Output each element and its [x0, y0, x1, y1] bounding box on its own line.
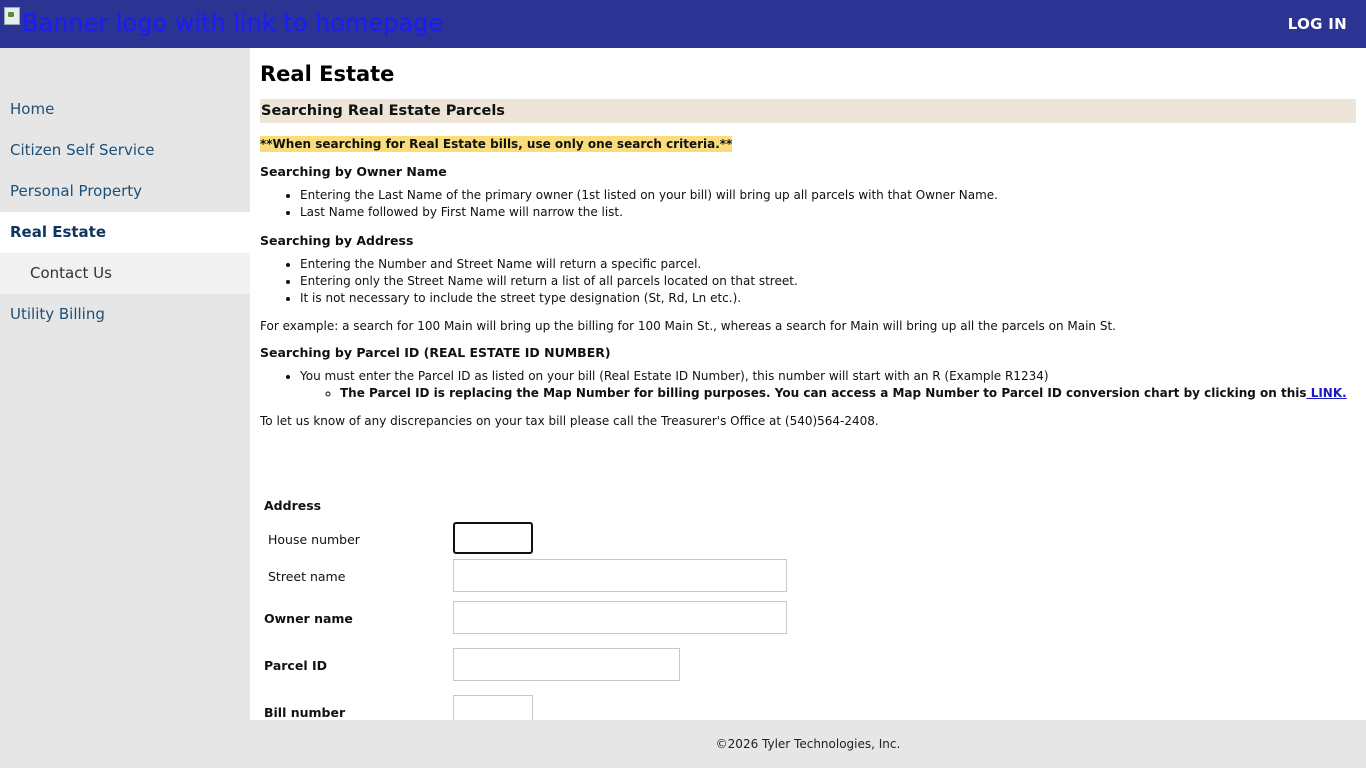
address-heading: Address — [264, 498, 322, 513]
owner-name-input[interactable] — [453, 601, 787, 634]
copyright-text: ©2026 Tyler Technologies, Inc. — [715, 737, 901, 751]
list-item: • Entering the Number and Street Name will return a specific parcel. — [300, 256, 1356, 273]
page-title: Real Estate — [260, 62, 395, 86]
banner-alt-text: Banner logo with link to homepage — [22, 9, 444, 37]
parcel-sub-list — [300, 385, 1356, 402]
list-item — [300, 368, 1356, 402]
sidebar-item-utility-billing[interactable]: Utility Billing — [10, 305, 105, 323]
list-item: • Entering only the Street Name will return a list of all parcels located on that street. — [300, 273, 1356, 290]
sidebar-item-real-estate[interactable]: Real Estate — [0, 212, 250, 253]
login-button[interactable]: LOG IN — [1287, 15, 1347, 33]
parcel-bullet-text: You must enter the Parcel ID as listed on your bill (Real Estate ID Number), this number will start with an R (Example R1234) — [300, 369, 1049, 383]
street-name-label: Street name — [268, 569, 346, 584]
footer — [250, 720, 1366, 768]
sidebar-nav — [0, 89, 250, 335]
top-banner — [0, 0, 1366, 48]
sidebar-item-citizen-self-service[interactable]: Citizen Self Service — [10, 141, 155, 159]
section-heading: Searching Real Estate Parcels — [260, 99, 1356, 123]
sidebar-item-personal-property[interactable]: Personal Property — [10, 182, 143, 200]
parcel-search-heading: Searching by Parcel ID (REAL ESTATE ID NUMBER) — [260, 345, 611, 360]
owner-name-label: Owner name — [264, 611, 353, 626]
house-number-input[interactable] — [453, 522, 533, 554]
street-name-input[interactable] — [453, 559, 787, 592]
bill-number-label: Bill number — [264, 705, 346, 720]
banner-logo-link[interactable] — [4, 5, 443, 41]
sidebar — [0, 48, 250, 768]
parcel-id-input[interactable] — [453, 648, 680, 681]
parcel-sub-bullet-text: The Parcel ID is replacing the Map Number for billing purposes. You can access a Map Number to Parcel ID conversion chart by clicking on this — [340, 386, 1307, 400]
search-notice: **When searching for Real Estate bills, use only one search criteria.** — [260, 137, 733, 151]
list-item: • It is not necessary to include the street type designation (St, Rd, Ln etc.). — [300, 290, 1356, 307]
broken-image-icon — [4, 7, 20, 25]
parcel-id-label: Parcel ID — [264, 658, 327, 673]
address-search-heading: Searching by Address — [260, 233, 414, 248]
instructions — [260, 136, 1356, 428]
main-content — [260, 48, 1356, 720]
list-item: • Entering the Last Name of the primary owner (1st listed on your bill) will bring up all parcels with that Owner Name. — [300, 187, 1356, 204]
owner-search-heading: Searching by Owner Name — [260, 164, 447, 179]
owner-search-list — [260, 187, 1356, 221]
conversion-chart-link[interactable]: LINK. — [1306, 386, 1347, 400]
list-item: • Last Name followed by First Name will narrow the list. — [300, 204, 1356, 221]
house-number-label: House number — [268, 532, 360, 547]
contact-note: To let us know of any discrepancies on your tax bill please call the Treasurer's Office at (540)564-2408. — [260, 414, 879, 428]
address-example: For example: a search for 100 Main will bring up the billing for 100 Main St., whereas a search for Main will bring up all the parcels on Main St. — [260, 319, 1116, 333]
list-item — [340, 385, 1356, 402]
parcel-search-list — [260, 368, 1356, 402]
sidebar-item-home[interactable]: Home — [10, 100, 55, 118]
sidebar-item-contact-us[interactable]: Contact Us — [0, 253, 250, 294]
bill-number-input[interactable] — [453, 695, 533, 720]
address-search-list — [260, 256, 1356, 307]
